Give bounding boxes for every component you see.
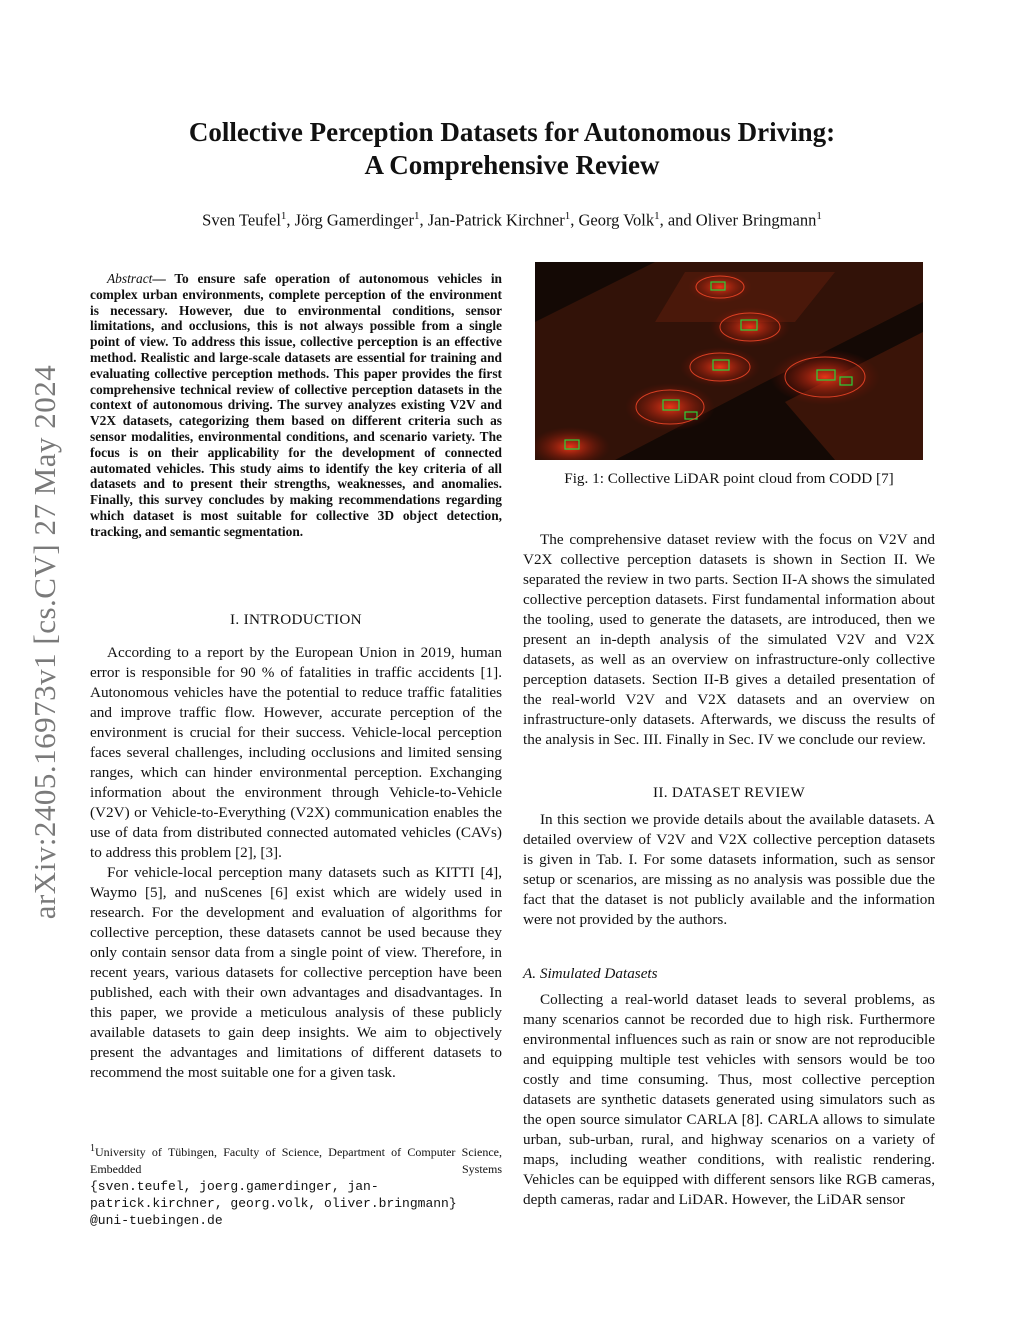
figure-caption: Fig. 1: Collective LiDAR point cloud from CODD [7] <box>564 470 894 487</box>
author-affiliation-marker: 1 <box>413 210 420 222</box>
author-name: Sven Teufel <box>202 210 281 230</box>
paragraph: In this section we provide details about the available datasets. A detailed overview of V2V and V2X collective perception datasets is given in Tab. I. For some datasets information, such as sensor setup or scenarios, are missing as no analysis was possible due the fact that the dataset is not publicly available and the information were not provided by the authors. <box>523 811 935 928</box>
point-cloud-image <box>535 262 923 460</box>
footnote-emails: {sven.teufel, joerg.gamerdinger, jan-patrick.kirchner, georg.volk, oliver.bringmann} @uni-tuebingen.de <box>90 1179 457 1228</box>
author-separator: , <box>570 210 579 230</box>
author-separator: , <box>286 210 295 230</box>
subsection-heading-simulated: A. Simulated Datasets <box>523 965 658 982</box>
author-name: Georg Volk <box>578 210 655 230</box>
dataset-review-body <box>523 810 935 930</box>
author-list <box>100 210 924 231</box>
title-line-1: Collective Perception Datasets for Autonomous Driving: <box>188 117 836 147</box>
author-affiliation-marker: 1 <box>564 210 571 222</box>
introduction-heading: I. INTRODUCTION <box>230 611 362 628</box>
affiliation-footnote <box>90 1140 502 1229</box>
paragraph: The comprehensive dataset review with the focus on V2V and V2X collective perception datasets is shown in Section II. We separated the review in two parts. Section II-A shows the simulated collective perception datasets. First fundamental information about the tooling, used to generate the datasets, are introduced, then we present an in-depth analysis of the simulated V2V and V2X datasets, as well as an overview on infrastructure-only collective perception datasets. Section II-B gives a detailed presentation of the real-world V2V and V2X datasets and an overview on infrastructure-only datasets. Afterwards, we discuss the results of the analysis in Sec. III. Finally in Sec. IV we conclude our review. <box>523 531 935 748</box>
dataset-review-heading: II. DATASET REVIEW <box>653 784 805 801</box>
author-name: Oliver Bringmann <box>695 210 817 230</box>
abstract-dash: — <box>152 271 175 286</box>
footnote-marker: 1 <box>90 1143 95 1154</box>
paragraph: According to a report by the European Union in 2019, human error is responsible for 90 % of fatalities in traffic accidents [1]. Autonomous vehicles have the potential to reduce traffic fatalities and improve traffic flow. However, accurate perception of the environment is crucial for their success. Vehicle-local perception faces several challenges, including occlusions and limited sensing ranges, which can hinder environmental perception. Exchanging information about the environment through Vehicle-to-Vehicle (V2V) or Vehicle-to-Everything (V2X) communication enables the use of data from distributed connected automated vehicles (CAVs) to address this problem [2], [3]. <box>90 644 502 861</box>
author-affiliation-marker: 1 <box>280 210 287 222</box>
overview-paragraph <box>523 530 935 750</box>
paper-title <box>100 116 924 182</box>
author-affiliation-marker: 1 <box>816 210 822 222</box>
title-line-2: A Comprehensive Review <box>364 150 660 180</box>
paragraph: Collecting a real-world dataset leads to several problems, as many scenarios cannot be recorded due to high risk. Furthermore environmental influences such as rain or snow are not reproducible and equipping multiple test vehicles with sensors would be too costly and time consuming. Thus, most collective perception datasets are synthetic datasets generated using simulators such as the open source simulator CARLA [8]. CARLA allows to simulate urban, sub-urban, rural, and highway scenarios on a variety of maps, including weather conditions, with realistic rendering. Vehicles can be equipped with different sensors like RGB cameras, depth cameras, radar and LiDAR. However, the LiDAR sensor <box>523 991 935 1208</box>
author-separator: , and <box>659 210 696 230</box>
abstract <box>90 271 502 540</box>
author-name: Jörg Gamerdinger <box>294 210 414 230</box>
paragraph: For vehicle-local perception many datasets such as KITTI [4], Waymo [5], and nuScenes [6] exist which are widely used in research. For the development and evaluation of algorithms for collective perception, these datasets cannot be used because they only contain sensor data from a single point of view. Therefore, in recent years, various datasets for collective perception have been published, each with their own advantages and disadvantages. In this paper, we provide a meticulous analysis of these publicly available datasets to gain deep insights. We aim to objectively present the advantages and limitations of different datasets to recommend the most suitable one for a given task. <box>90 864 502 1081</box>
arxiv-identifier <box>22 340 68 944</box>
abstract-label: Abstract <box>107 271 153 286</box>
footnote-affiliation: University of Tübingen, Faculty of Science, Department of Computer Science, Embedded Systems <box>90 1145 502 1176</box>
section-heading-dataset-review <box>523 784 935 802</box>
section-heading-introduction <box>90 611 502 629</box>
author-affiliation-marker: 1 <box>654 210 660 222</box>
author-separator: , <box>419 210 428 230</box>
author-name: Jan-Patrick Kirchner <box>427 210 565 230</box>
abstract-text: To ensure safe operation of autonomous vehicles in complex urban environments, complete perception of the environment is necessary. However, due to environmental conditions, sensor limitations, and occlusions, this is not always possible from a single point of view. To address this issue, collective perception is an effective method. Realistic and large-scale datasets are essential for training and evaluating collective perception methods. This paper provides the first comprehensive technical review of collective perception datasets in the context of autonomous driving. The survey analyzes existing V2V and V2X datasets, categorizing them based on different criteria such as sensor modalities, environmental conditions, and scenario variety. The focus is on their applicability for the development of connected automated vehicles. This study aims to identify the key criteria of all datasets and to present their strengths, weaknesses, and anomalies. Finally, this survey concludes by making recommendations regarding which dataset is most suitable for collective 3D object detection, tracking, and semantic segmentation. <box>90 271 502 539</box>
introduction-body <box>90 643 502 1083</box>
lidar-point-cloud-figure <box>535 262 923 460</box>
arxiv-identifier-text: arXiv:2405.16973v1 [cs.CV] 27 May 2024 <box>27 364 62 920</box>
simulated-datasets-body <box>523 990 935 1210</box>
